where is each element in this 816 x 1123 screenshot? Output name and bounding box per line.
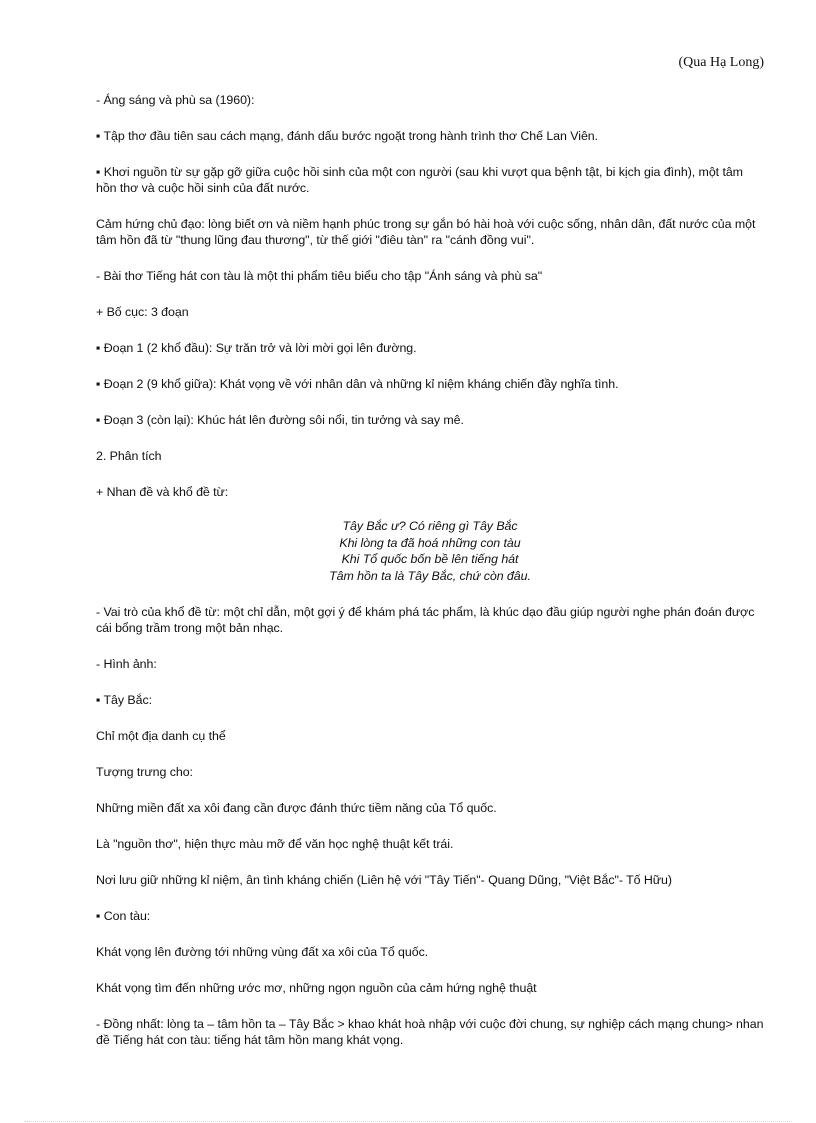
heading-anh-sang-phu-sa: - Áng sáng và phù sa (1960): xyxy=(96,93,255,107)
images-heading: - Hình ảnh: xyxy=(96,657,157,671)
section-bullet: ▪ Đoạn 2 (9 khổ giữa): Khát vọng về với nhân dân và những kỉ niệm kháng chiến đầy nghĩa tình. xyxy=(96,377,619,391)
body-paragraph: Nơi lưu giữ những kỉ niệm, ân tình kháng chiến (Liên hệ với "Tây Tiến"- Quang Dũng, "Việt Bắc"- Tố Hữu) xyxy=(96,873,672,887)
epigraph-role-paragraph: - Vai trò của khổ đề từ: một chỉ dẫn, một gợi ý để khám phá tác phẩm, là khúc dạo đầu giúp người nghe phán đoán được cái bổng trầm trong một bản nhạc. xyxy=(96,605,755,635)
con-tau-bullet: ▪ Con tàu: xyxy=(96,909,151,923)
poem-epigraph xyxy=(96,518,764,584)
poem-line: Khi Tổ quốc bốn bề lên tiếng hát xyxy=(341,552,519,566)
section-bullet: ▪ Đoạn 1 (2 khổ đầu): Sự trăn trở và lời mời gọi lên đường. xyxy=(96,341,417,355)
page-bottom-divider xyxy=(24,1121,792,1122)
body-paragraph: Những miền đất xa xôi đang cần được đánh thức tiềm năng của Tổ quốc. xyxy=(96,801,497,815)
analysis-heading: 2. Phân tích xyxy=(96,449,162,463)
poem-intro-paragraph: - Bài thơ Tiếng hát con tàu là một thi phẩm tiêu biểu cho tập "Ánh sáng và phù sa" xyxy=(96,269,543,283)
body-paragraph: Khát vọng tìm đến những ước mơ, những ngọn nguồn của cảm hứng nghệ thuật xyxy=(96,981,537,995)
body-paragraph: Chỉ một địa danh cụ thể xyxy=(96,729,226,743)
body-paragraph: Tượng trưng cho: xyxy=(96,765,193,779)
poem-line: Khi lòng ta đã hoá những con tàu xyxy=(339,535,521,550)
epigraph-heading: + Nhan đề và khổ đề từ: xyxy=(96,485,229,499)
section-bullet: ▪ Đoạn 3 (còn lại): Khúc hát lên đường sôi nổi, tin tưởng và say mê. xyxy=(96,413,464,427)
source-note: (Qua Hạ Long) xyxy=(678,55,764,70)
bullet-paragraph: ▪ Tập thơ đầu tiên sau cách mạng, đánh dấu bước ngoặt trong hành trình thơ Chế Lan Viên. xyxy=(96,129,599,143)
poem-line: Tây Bắc ư? Có riêng gì Tây Bắc xyxy=(342,519,518,533)
structure-heading: + Bố cục: 3 đoạn xyxy=(96,305,189,319)
identity-paragraph: - Đồng nhất: lòng ta – tâm hồn ta – Tây Bắc > khao khát hoà nhập với cuộc đời chung, sự nghiệp cách mạng chung> nhan đề Tiếng hát con tàu: tiếng hát tâm hồn mang khát vọng. xyxy=(96,1017,764,1047)
bullet-paragraph: ▪ Khơi nguồn từ sự gặp gỡ giữa cuộc hồi sinh của một con người (sau khi vượt qua bệnh tật, bi kịch gia đình), một tâm hồn thơ và cuộc hồi sinh của đất nước. xyxy=(96,165,743,195)
document-body xyxy=(96,92,764,1068)
poem-line: Tâm hồn ta là Tây Bắc, chứ còn đâu. xyxy=(329,568,531,583)
body-paragraph: Là "nguồn thơ", hiện thực màu mỡ để văn học nghệ thuật kết trái. xyxy=(96,837,454,851)
tay-bac-bullet: ▪ Tây Bắc: xyxy=(96,693,153,707)
theme-paragraph: Cảm hứng chủ đạo: lòng biết ơn và niềm hạnh phúc trong sự gắn bó hài hoà với cuộc sống, nhân dân, đất nước của một tâm hồn đã từ "thung lũng đau thương", từ thế giới "điêu tàn" ra "cánh đồng vui". xyxy=(96,217,756,247)
body-paragraph: Khát vọng lên đường tới những vùng đất xa xôi của Tổ quốc. xyxy=(96,945,429,959)
